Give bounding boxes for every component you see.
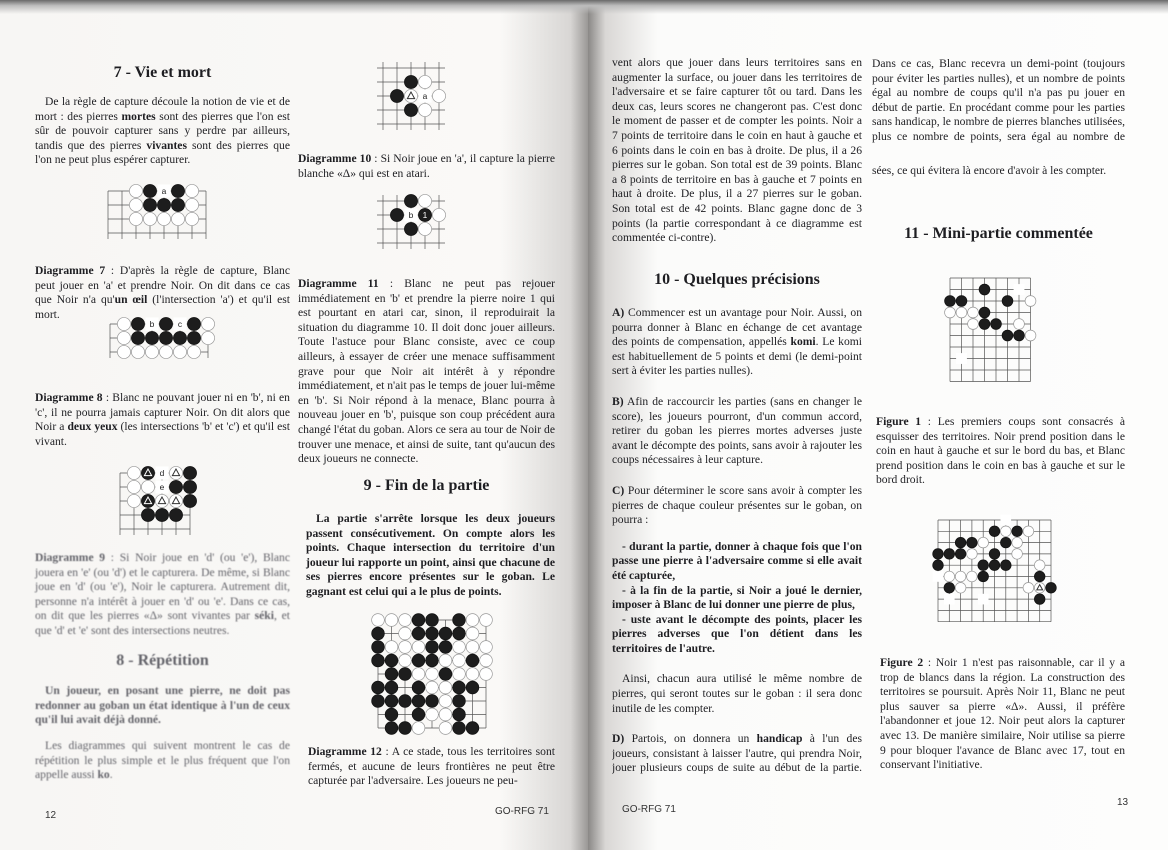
black-stone bbox=[1000, 560, 1011, 571]
text-run: B) bbox=[612, 394, 624, 408]
white-stone bbox=[1034, 560, 1045, 571]
white-stone bbox=[439, 708, 452, 721]
white-stone bbox=[945, 307, 956, 318]
diagram-12 bbox=[370, 612, 490, 734]
black-stone bbox=[933, 549, 944, 560]
black-stone bbox=[143, 198, 156, 211]
white-stone bbox=[143, 212, 156, 225]
white-stone bbox=[955, 582, 966, 593]
label-bg bbox=[1014, 284, 1025, 295]
black-stone bbox=[1002, 330, 1013, 341]
black-stone bbox=[169, 508, 182, 521]
black-stone bbox=[1014, 330, 1025, 341]
black-stone bbox=[426, 641, 439, 654]
black-stone bbox=[412, 681, 425, 694]
black-stone bbox=[372, 654, 385, 667]
board-label: a bbox=[422, 91, 428, 101]
section-9-title: 9 - Fin de la partie bbox=[363, 477, 490, 494]
text-run: (les intersections 'b' et 'c') et qu'il est vivant. bbox=[35, 420, 290, 448]
text-run: Commencer est un avantage pour Noir. Aussi, on pourra donner à Blanc en échange de cet avantage des points de compensation, appellés bbox=[612, 306, 862, 349]
white-stone bbox=[418, 75, 431, 88]
black-stone bbox=[385, 722, 398, 735]
text-run: ko bbox=[97, 768, 110, 782]
text-run: deux yeux bbox=[67, 420, 118, 434]
section-8-text bbox=[35, 739, 290, 783]
white-stone bbox=[117, 331, 130, 344]
white-stone bbox=[426, 708, 439, 721]
black-stone bbox=[385, 654, 398, 667]
white-stone bbox=[117, 317, 130, 330]
diagram-11 bbox=[375, 193, 465, 248]
black-stone bbox=[385, 668, 398, 681]
black-stone bbox=[426, 627, 439, 640]
black-stone bbox=[955, 537, 966, 548]
black-stone bbox=[979, 319, 990, 330]
black-stone bbox=[131, 331, 144, 344]
white-stone bbox=[480, 614, 493, 627]
black-stone bbox=[143, 184, 156, 197]
black-stone bbox=[1046, 582, 1057, 593]
white-stone bbox=[1025, 330, 1036, 341]
black-stone bbox=[453, 627, 466, 640]
white-stone bbox=[1012, 549, 1023, 560]
diagram-8 bbox=[102, 316, 222, 361]
white-stone bbox=[201, 317, 214, 330]
text-run: Figure 1 bbox=[876, 415, 922, 428]
text-run: Partois, on donnera un bbox=[624, 732, 757, 746]
white-stone bbox=[967, 571, 978, 582]
text-run: Diagramme 12 bbox=[308, 745, 382, 758]
diagram-7 bbox=[100, 183, 220, 248]
white-stone bbox=[1014, 319, 1025, 330]
black-stone bbox=[404, 194, 417, 207]
black-stone bbox=[183, 480, 196, 493]
text-run: : Les premiers coups sont consacrés à esquisser des territoires. Noir prend position dans le coin en haut à gauche et sur le bord du bas, et Blanc prend position dans le coin en bas à gauche et sur le bord droit. bbox=[876, 415, 1125, 487]
white-stone bbox=[141, 480, 154, 493]
diagram-12-caption bbox=[308, 745, 555, 789]
text-run: . Le komi est habituellement de 5 points et demi (le demi-point sert à éviter les parties nulles). bbox=[612, 335, 862, 378]
white-stone bbox=[426, 668, 439, 681]
black-stone bbox=[412, 708, 425, 721]
text-run: : Blanc ne peut pas rejouer immédiatement en 'b' et prendre la pierre noire 1 qui est pourtant en atari car, sinon, il reproduirait la situation du diagramme 10. Il doit donc jouer ailleurs. Toute l'astuce pour Blanc consiste, avec ce coup ailleurs, à essayer de créer une menace suffisamment grave pour que Noir ait intérêt à y répondre immédiatement, et n'ait pas le temps de jouer lui-même en 'b'. Si Noir répond à la menace, Blanc pourra à nouveau jouer en 'b', puisque son coup précédent aura changé l'état du goban. Alors ce sera au tour de Noir de trouver une menace, et ainsi de suite, tant qu'aucun des deux joueurs ne connecte. bbox=[298, 277, 555, 466]
white-stone bbox=[439, 722, 452, 735]
black-stone bbox=[399, 695, 412, 708]
white-stone bbox=[129, 212, 142, 225]
text-run: D) bbox=[612, 732, 625, 746]
text-run: Afin de raccourcir les parties (sans en changer le score), les joueurs pourront, d'un commun accord, retirer du goban les pierres mortes adverses juste avant le décompte des points, sans avoir à rajouter les coups nécessaires à leur capture. bbox=[612, 394, 862, 467]
black-stone bbox=[399, 668, 412, 681]
label-bg bbox=[933, 571, 944, 582]
black-stone bbox=[390, 208, 403, 221]
white-stone bbox=[131, 345, 144, 358]
text-run: C) bbox=[612, 483, 625, 497]
white-stone bbox=[185, 198, 198, 211]
black-stone bbox=[989, 560, 1000, 571]
white-stone bbox=[439, 654, 452, 667]
scan-shadow bbox=[0, 0, 1168, 14]
black-stone bbox=[372, 695, 385, 708]
white-stone bbox=[185, 212, 198, 225]
text-run: un œil bbox=[114, 293, 148, 307]
black-stone bbox=[399, 722, 412, 735]
black-stone bbox=[979, 307, 990, 318]
black-stone bbox=[453, 614, 466, 627]
diagram-9-caption bbox=[35, 551, 290, 639]
board-label: 1 bbox=[422, 210, 428, 220]
black-stone bbox=[183, 466, 196, 479]
black-stone bbox=[439, 668, 452, 681]
footer-left: GO-RFG 71 bbox=[495, 806, 549, 817]
figure-1-caption bbox=[876, 415, 1125, 488]
text-run: sont des pierres que l'on ne peut plus espérer capturer. bbox=[35, 138, 290, 167]
text-run: - durant la partie, donner à chaque fois que l'on passe une pierre à l'adversaire comme si elle avait été capturée, bbox=[612, 539, 862, 582]
text-run: Diagramme 8 bbox=[35, 391, 103, 404]
black-stone bbox=[183, 494, 196, 507]
black-stone bbox=[131, 317, 144, 330]
white-stone bbox=[1023, 526, 1034, 537]
text-run: A) bbox=[612, 306, 625, 319]
text-run: sont des pierres que l'on est sûr de pouvoir capturer sans y perdre par ailleurs, tandis que des pierres bbox=[35, 109, 290, 152]
text-run: vent alors que jouer dans leurs territoires sans en augmenter la surface, ou jouer dans les territoires de l'adversaire et se faire capturer tôt ou tard. Dans les deux cas, leurs scores ne changeront pas. C'est donc le moment de passer et de compter les points. Noir a 7 points de territoire dans le coin en haut à gauche et 6 points dans le coin en bas à droite. De plus, il a 26 pierres sur le goban. Son total est de 39 points. Blanc a 8 points de territoire en bas à gauche et 7 points en haut à droite. De plus, il a 27 pierres sur le goban. Son total est de 42 points. Blanc gagne donc de 3 points (la partie correspondant à ce diagramme est commentée ci-contre). bbox=[612, 56, 862, 245]
black-stone bbox=[1034, 594, 1045, 605]
white-stone bbox=[453, 668, 466, 681]
black-stone bbox=[385, 681, 398, 694]
black-stone bbox=[155, 508, 168, 521]
text-run: Figure 2 bbox=[880, 656, 924, 669]
white-stone bbox=[412, 641, 425, 654]
white-stone bbox=[385, 614, 398, 627]
white-stone bbox=[127, 494, 140, 507]
white-stone bbox=[201, 331, 214, 344]
black-stone bbox=[171, 184, 184, 197]
white-stone bbox=[171, 212, 184, 225]
figure-2-board bbox=[930, 512, 1055, 632]
text-run: , et que 'd' et 'e' sont des intersections neutres. bbox=[35, 609, 290, 637]
label-bg bbox=[956, 353, 967, 364]
white-stone bbox=[418, 103, 431, 116]
white-stone bbox=[968, 307, 979, 318]
black-stone bbox=[372, 641, 385, 654]
white-stone bbox=[453, 654, 466, 667]
black-stone bbox=[390, 89, 403, 102]
page-number-right: 13 bbox=[1117, 797, 1129, 808]
text-run: Diagramme 11 bbox=[298, 277, 379, 290]
section-10-d-end bbox=[872, 164, 1125, 179]
text-run: Diagramme 9 bbox=[35, 551, 106, 564]
text-run: séki bbox=[254, 609, 274, 623]
white-stone bbox=[173, 345, 186, 358]
text-run: Pour déterminer le score sans avoir à compter les pierres de chaque couleur présentes sur le goban, on pourra : bbox=[612, 483, 862, 527]
white-stone bbox=[399, 614, 412, 627]
white-stone bbox=[157, 212, 170, 225]
white-stone bbox=[412, 668, 425, 681]
text-run: handicap bbox=[756, 732, 803, 746]
white-stone bbox=[432, 208, 445, 221]
black-stone bbox=[453, 722, 466, 735]
black-stone bbox=[404, 103, 417, 116]
white-stone bbox=[439, 681, 452, 694]
black-stone bbox=[989, 549, 1000, 560]
black-stone bbox=[439, 627, 452, 640]
white-stone bbox=[967, 549, 978, 560]
section-8-rule bbox=[35, 684, 290, 728]
black-stone bbox=[404, 222, 417, 235]
white-stone bbox=[127, 466, 140, 479]
black-stone bbox=[173, 331, 186, 344]
text-run: Dans ce cas, Blanc recevra un demi-point (toujours pour éviter les parties nulles), et un nombre de points égal au nombre de coups qu'il n'a pas pu jouer en début de partie. En procédant comme pour les parties sans handicap, le nombre de pierres blanches utilisées, plus ce nombre de points, sera égal au nombre de bbox=[872, 57, 1125, 143]
white-stone bbox=[187, 345, 200, 358]
section-10-title: 10 - Quelques précisions bbox=[654, 271, 820, 288]
black-stone bbox=[171, 198, 184, 211]
section-10-d-continued bbox=[872, 57, 1125, 146]
black-stone bbox=[412, 695, 425, 708]
white-stone bbox=[1025, 296, 1036, 307]
black-stone bbox=[453, 695, 466, 708]
white-stone bbox=[426, 681, 439, 694]
figure-1-board bbox=[942, 270, 1032, 385]
black-stone bbox=[944, 582, 955, 593]
black-stone bbox=[159, 317, 172, 330]
text-run: - uste avant le décompte des points, placer les pierres adverses que l'on détient dans les territoires de l'autre. bbox=[612, 612, 862, 655]
page-number-left: 12 bbox=[45, 810, 57, 821]
black-stone bbox=[145, 331, 158, 344]
white-stone bbox=[159, 345, 172, 358]
black-stone bbox=[1000, 537, 1011, 548]
black-stone bbox=[933, 560, 944, 571]
label-bg bbox=[1000, 515, 1011, 526]
footer-right: GO-RFG 71 bbox=[622, 804, 676, 815]
black-stone bbox=[1012, 526, 1023, 537]
white-stone bbox=[418, 194, 431, 207]
white-stone bbox=[185, 184, 198, 197]
black-stone bbox=[439, 641, 452, 654]
black-stone bbox=[404, 75, 417, 88]
label-bg bbox=[944, 594, 955, 605]
white-stone bbox=[480, 668, 493, 681]
black-stone bbox=[385, 708, 398, 721]
black-stone bbox=[466, 681, 479, 694]
text-run: à l'un des joueurs, consistant à laisser l'autre, qui prendra Noir, jouer plusieurs coups de suite au début de la partie. bbox=[612, 732, 862, 775]
text-run: sées, ce qui évitera là encore d'avoir à les compter. bbox=[872, 164, 1107, 177]
board-label: a bbox=[161, 186, 167, 196]
text-run: : Si Noir joue en 'd' (ou 'e'), Blanc jouera en 'e' (ou 'd') et le capturera. De même, si Blanc joue en 'd' (ou 'e'), Noir le capturera. Autrement dit, personne n'a intérêt à jouer en 'd' ou 'e'. Dans ce cas, on dit que les pierres «Δ» sont vivantes par bbox=[35, 551, 290, 623]
text-run: Ainsi, chacun aura utilisé le même nombre de pierres, qui seront toutes sur le goban : il sera donc inutile de les compter. bbox=[612, 672, 862, 715]
black-stone bbox=[372, 627, 385, 640]
text-run: Un joueur, en posant une pierre, ne doit pas redonner au goban un état identique à l'un de ceux qu'il lui avait déjà donné. bbox=[35, 684, 290, 727]
text-run: mortes bbox=[121, 109, 156, 123]
section-11-title: 11 - Mini-partie commentée bbox=[904, 225, 1093, 242]
label-bg bbox=[978, 594, 989, 605]
text-run: De la règle de capture découle la notion de vie et de mort : des pierres bbox=[35, 95, 290, 123]
white-stone bbox=[1012, 537, 1023, 548]
white-stone bbox=[955, 571, 966, 582]
white-stone bbox=[956, 307, 967, 318]
white-stone bbox=[372, 614, 385, 627]
black-stone bbox=[967, 537, 978, 548]
text-run: Les diagrammes qui suivent montrent le cas de répétition le plus simple et le plus fréquent que l'on appelle aussi bbox=[35, 739, 290, 782]
text-run: - à la fin de la partie, si Noir a joué le dernier, imposer à Blanc de lui donner une pierre de plus, bbox=[612, 583, 862, 612]
white-stone bbox=[399, 627, 412, 640]
black-stone bbox=[426, 614, 439, 627]
diagram-10 bbox=[375, 60, 465, 135]
black-stone bbox=[187, 331, 200, 344]
black-stone bbox=[169, 480, 182, 493]
black-stone bbox=[466, 654, 479, 667]
section-8-title: 8 - Répétition bbox=[116, 652, 209, 669]
black-stone bbox=[945, 296, 956, 307]
white-stone bbox=[453, 641, 466, 654]
black-stone bbox=[141, 508, 154, 521]
white-stone bbox=[466, 641, 479, 654]
diagram-11-caption bbox=[298, 277, 555, 467]
black-stone bbox=[978, 560, 989, 571]
black-stone bbox=[1002, 296, 1013, 307]
black-stone bbox=[989, 526, 1000, 537]
diagram-12-caption-continued bbox=[612, 56, 862, 246]
text-run: : Si Noir joue en 'a', il capture la pierre blanche «Δ» qui est en atari. bbox=[298, 152, 555, 180]
white-stone bbox=[127, 480, 140, 493]
section-10-body bbox=[612, 306, 862, 776]
board-label: b bbox=[149, 319, 155, 329]
text-run: . bbox=[109, 768, 113, 782]
white-stone bbox=[968, 319, 979, 330]
diagram-9 bbox=[112, 465, 212, 535]
section-7-title: 7 - Vie et mort bbox=[113, 64, 212, 81]
diagram-10-caption bbox=[298, 152, 555, 181]
text-run: : D'après la règle de capture, Blanc peut jouer en 'a' et prendre Noir. On dit dans ce cas que Noir n'a qu' bbox=[35, 264, 291, 307]
diagram-7-caption bbox=[35, 264, 290, 322]
section-7-intro bbox=[35, 95, 290, 168]
white-stone bbox=[1000, 526, 1011, 537]
text-run: : Blanc ne pouvant jouer ni en 'b', ni en 'c', il ne pourra jamais capturer Noir. On dit alors que Noir a bbox=[35, 391, 290, 434]
black-stone bbox=[466, 722, 479, 735]
white-stone bbox=[466, 627, 479, 640]
white-stone bbox=[129, 198, 142, 211]
black-stone bbox=[453, 708, 466, 721]
black-stone bbox=[412, 614, 425, 627]
black-stone bbox=[944, 549, 955, 560]
white-stone bbox=[466, 668, 479, 681]
white-stone bbox=[117, 345, 130, 358]
black-stone bbox=[955, 549, 966, 560]
text-run: vivantes bbox=[146, 138, 187, 152]
diagram-8-caption bbox=[35, 391, 290, 449]
text-run: (l'intersection 'a') et qu'il est mort. bbox=[35, 293, 290, 321]
board-label: d bbox=[159, 468, 165, 478]
white-stone bbox=[145, 345, 158, 358]
white-stone bbox=[466, 614, 479, 627]
white-stone bbox=[480, 641, 493, 654]
white-stone bbox=[399, 654, 412, 667]
board-label: c bbox=[177, 319, 183, 329]
text-run: : Noir 1 n'est pas raisonnable, car il y a trop de blancs dans la région. La construction des territoires se poursuit. Après Noir 11, Blanc ne peut plus sauver sa pierre «Δ». Aussi, il préfère l'abandonner et joue 12. Noir peut alors la capturer avec 13. De manière similaire, Noir utilise sa pierre 9 pour bloquer l'avance de Blanc avec 17, tout en conservant l'initiative. bbox=[880, 656, 1125, 772]
white-stone bbox=[129, 184, 142, 197]
white-stone bbox=[432, 89, 445, 102]
white-stone bbox=[480, 654, 493, 667]
black-stone bbox=[991, 319, 1002, 330]
black-stone bbox=[372, 681, 385, 694]
black-stone bbox=[979, 284, 990, 295]
white-stone bbox=[418, 222, 431, 235]
text-run: Diagramme 7 bbox=[35, 264, 106, 277]
text-run: Diagramme 10 bbox=[298, 152, 372, 165]
black-stone bbox=[1034, 571, 1045, 582]
black-stone bbox=[187, 317, 200, 330]
black-stone bbox=[426, 654, 439, 667]
white-stone bbox=[978, 537, 989, 548]
black-stone bbox=[159, 331, 172, 344]
white-stone bbox=[385, 641, 398, 654]
white-stone bbox=[439, 695, 452, 708]
black-stone bbox=[453, 681, 466, 694]
white-stone bbox=[1023, 582, 1034, 593]
black-stone bbox=[385, 695, 398, 708]
black-stone bbox=[956, 296, 967, 307]
black-stone bbox=[412, 654, 425, 667]
white-stone bbox=[399, 641, 412, 654]
board-label: b bbox=[408, 210, 414, 220]
text-run: : A ce stade, tous les territoires sont fermés, et aucune de leurs frontières ne peut être capturée par l'adversaire. Les joueurs ne peu- bbox=[308, 745, 555, 788]
text-run: komi bbox=[790, 335, 816, 349]
black-stone bbox=[412, 627, 425, 640]
white-stone bbox=[944, 571, 955, 582]
black-stone bbox=[157, 198, 170, 211]
board-label: e bbox=[159, 482, 165, 492]
white-stone bbox=[412, 722, 425, 735]
black-stone bbox=[978, 571, 989, 582]
section-9-rule bbox=[306, 512, 555, 600]
figure-2-caption bbox=[880, 656, 1125, 773]
black-stone bbox=[426, 695, 439, 708]
text-run: La partie s'arrête lorsque les deux joueurs passent consécutivement. On compte alors les points. Chaque intersection du territoire d'un joueur lui rapporte un point, ainsi que chacune de ses pierres encore présentes sur le goban. Le gagnant est celui qui a le plus de points. bbox=[306, 512, 555, 598]
